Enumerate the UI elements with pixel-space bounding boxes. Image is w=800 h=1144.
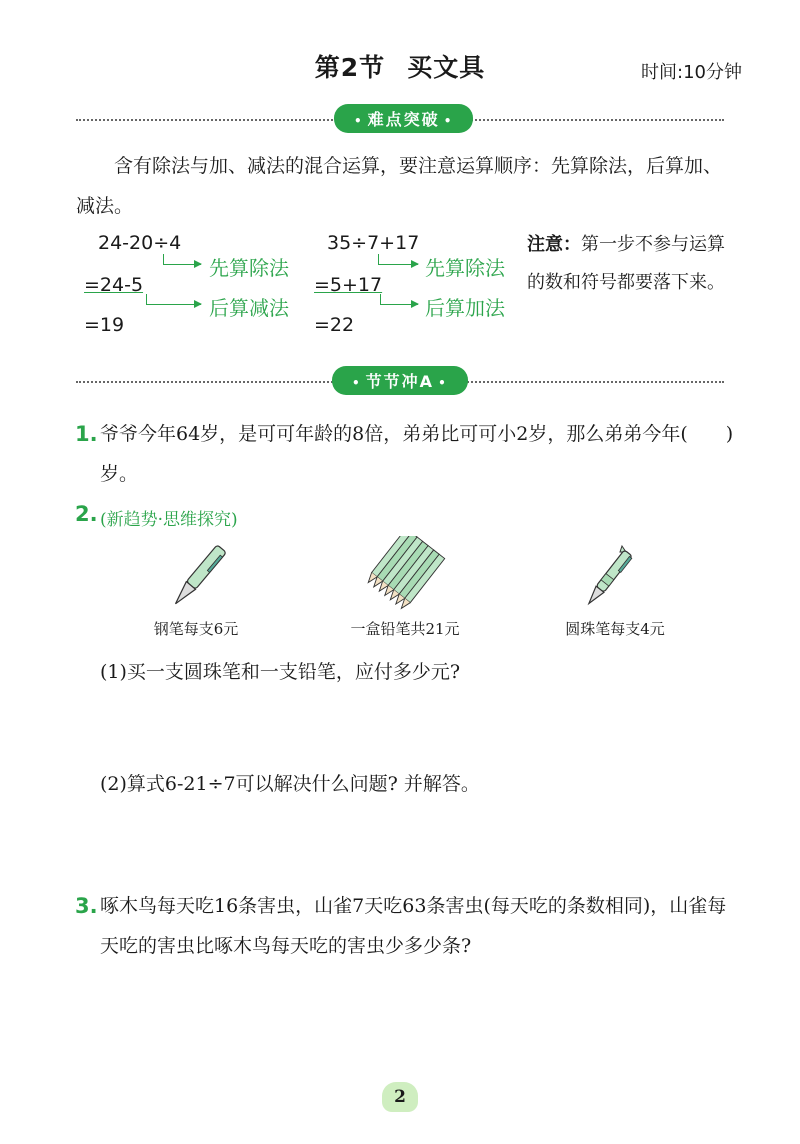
example-1-elbow-1: [163, 254, 164, 264]
note-box: [527, 226, 737, 302]
example-1-line-1: 24-20÷4: [98, 232, 182, 254]
question-1-text: 爷爷今年64岁，是可可年龄的8倍，弟弟比可可小2岁，那么弟弟今年( )岁。: [100, 423, 734, 485]
example-1-line-3: =19: [84, 314, 125, 336]
example-2-line-3: =22: [314, 314, 355, 336]
question-2-sub-2: (2)算式6-21÷7可以解决什么问题? 并解答。: [100, 773, 480, 795]
arrow-icon: [146, 304, 201, 305]
difficulty-paragraph: 含有除法与加、减法的混合运算，要注意运算顺序：先算除法，后算加、减法。: [76, 155, 723, 217]
ballpoint-pen-icon: [580, 544, 636, 618]
practice-label: • 节节冲A •: [332, 366, 468, 395]
example-2-elbow-1: [378, 254, 379, 264]
example-2-step-2: 后算加法: [425, 296, 505, 320]
question-2-tag: (新趋势·思维探究): [100, 510, 238, 530]
note-label: 注意：: [527, 234, 581, 255]
arrow-icon: [378, 264, 418, 265]
example-2-step-1: 先算除法: [425, 256, 505, 280]
example-2-line-2-text: =5+17: [314, 274, 383, 296]
example-1-step-1: 先算除法: [209, 256, 289, 280]
example-1-step-2: 后算减法: [209, 296, 289, 320]
section-title: 买文具: [407, 53, 486, 82]
page-number: 2: [382, 1082, 418, 1112]
example-2-line-2: [314, 274, 382, 296]
pencil-box-caption: 一盒铅笔共21元: [350, 620, 460, 638]
time-limit: 时间:10分钟: [641, 62, 742, 83]
ballpoint-pen-caption: 圆珠笔每支4元: [565, 620, 665, 638]
fountain-pen-icon: [168, 542, 228, 616]
arrow-icon: [380, 304, 418, 305]
example-1-line-2-text: =24-5: [84, 274, 144, 296]
example-2-line-1: 35÷7+17: [327, 232, 420, 254]
question-3-text: 啄木鸟每天吃16条害虫，山雀7天吃63条害虫(每天吃的条数相同)，山雀每天吃的害虫比啄木鸟每天吃的害虫少多少条?: [100, 895, 727, 957]
question-3-number: 3.: [75, 894, 98, 918]
question-2-number: 2.: [75, 502, 98, 526]
pencil-box-icon: [358, 536, 454, 616]
difficulty-label: • 难点突破 •: [334, 104, 473, 133]
section-number: 第2节: [314, 53, 386, 82]
question-2-sub-1: (1)买一支圆珠笔和一支铅笔，应付多少元?: [100, 661, 461, 683]
fountain-pen-caption: 钢笔每支6元: [153, 620, 239, 638]
arrow-icon: [163, 264, 201, 265]
example-1-line-2: [84, 274, 143, 296]
note-text: 第一步不参与运算的数和符号都要落下来。: [527, 234, 725, 293]
example-1-elbow-2: [146, 294, 147, 304]
question-1-number: 1.: [75, 422, 98, 446]
example-2-elbow-2: [380, 294, 381, 304]
